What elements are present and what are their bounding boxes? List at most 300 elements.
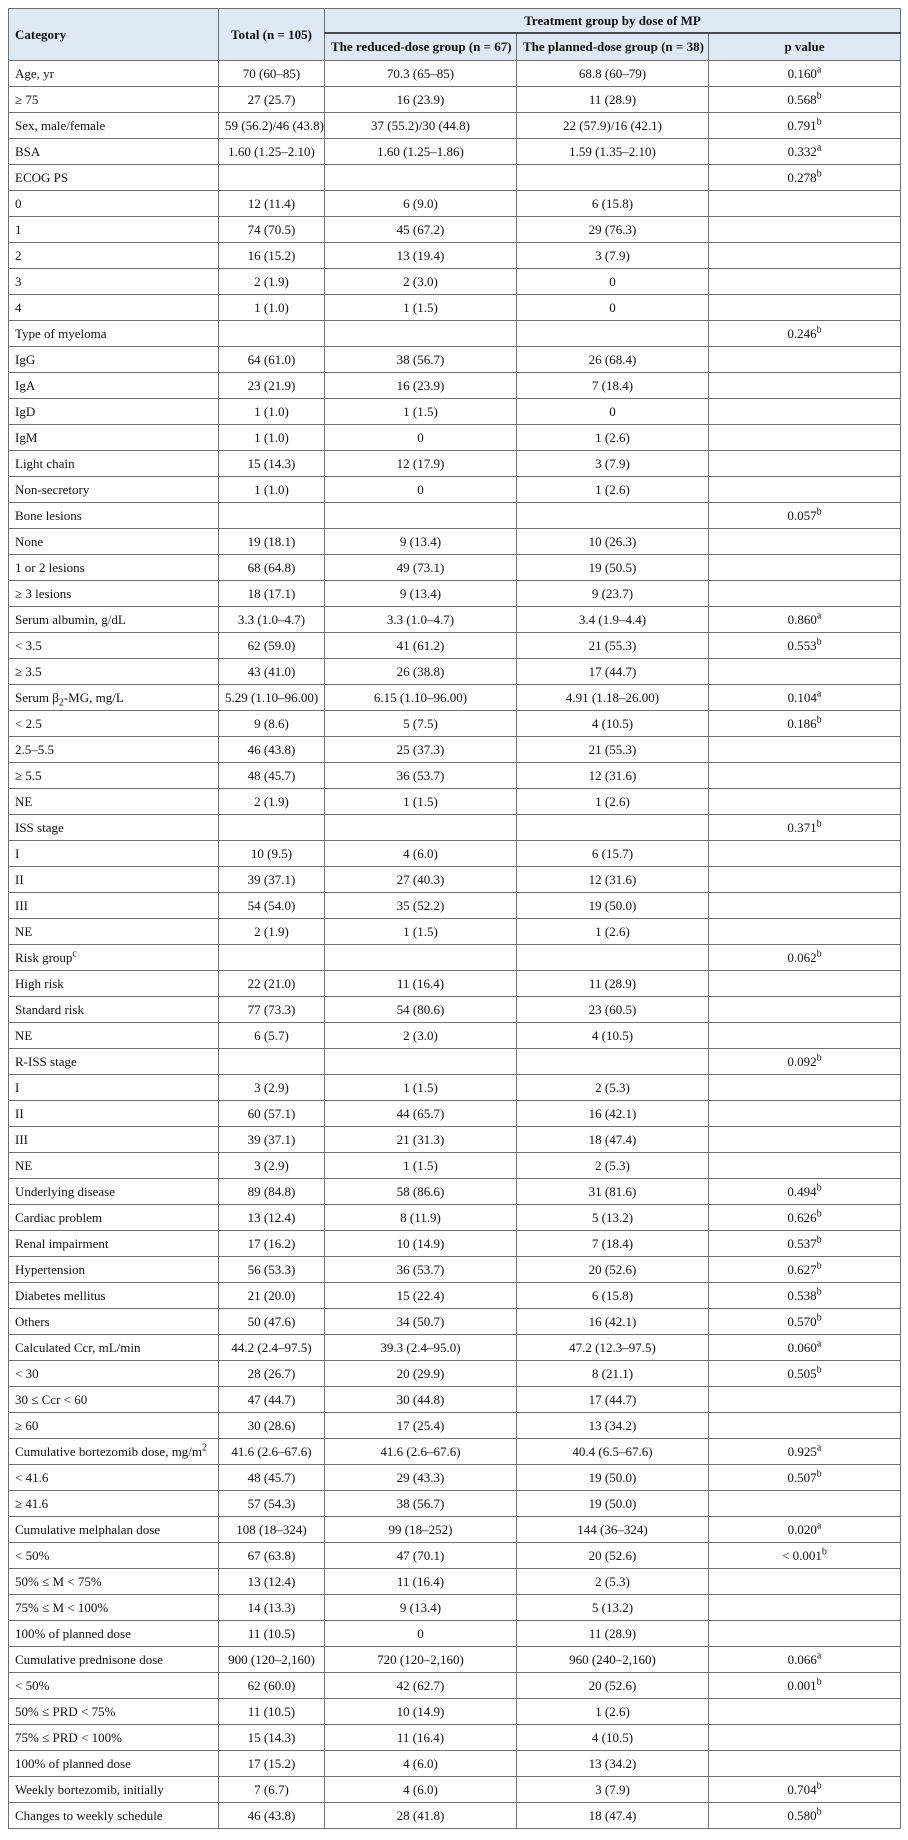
planned-dose-cell: 12 (31.6): [517, 763, 709, 789]
table-row: [9, 867, 901, 893]
p-value-cell: [709, 1283, 901, 1309]
total-cell: 39 (37.1): [219, 1127, 325, 1153]
reduced-dose-cell: 16 (23.9): [325, 373, 517, 399]
category-cell: [9, 1335, 219, 1361]
p-value: 0.332: [787, 143, 817, 159]
p-value-cell: [709, 61, 901, 87]
table-row: [9, 113, 901, 139]
category-cell: [9, 1023, 219, 1049]
p-value-cell: [709, 451, 901, 477]
category-cell: [9, 1491, 219, 1517]
planned-dose-cell: 4 (10.5): [517, 711, 709, 737]
category-cell: [9, 503, 219, 529]
category-cell: [9, 1803, 219, 1829]
reduced-dose-cell: 8 (11.9): [325, 1205, 517, 1231]
reduced-dose-cell: 41 (61.2): [325, 633, 517, 659]
category-cell: [9, 607, 219, 633]
baseline-characteristics-table: [8, 8, 901, 1829]
category-label: NE: [15, 1157, 33, 1173]
total-cell: 1 (1.0): [219, 295, 325, 321]
table-row: [9, 1153, 901, 1179]
planned-dose-cell: 22 (57.9)/16 (42.1): [517, 113, 709, 139]
table-row: [9, 373, 901, 399]
planned-dose-cell: 20 (52.6): [517, 1543, 709, 1569]
category-cell: [9, 1699, 219, 1725]
planned-dose-cell: 20 (52.6): [517, 1673, 709, 1699]
total-cell: 27 (25.7): [219, 87, 325, 113]
p-value-cell: [709, 1439, 901, 1465]
category-label: 50% ≤ PRD < 75%: [15, 1703, 116, 1719]
reduced-dose-cell: 58 (86.6): [325, 1179, 517, 1205]
category-cell: [9, 451, 219, 477]
p-value-cell: [709, 633, 901, 659]
p-value-cell: [709, 1361, 901, 1387]
category-cell: [9, 191, 219, 217]
p-value: 0.066: [787, 1651, 817, 1667]
p-value-footnote-mark: a: [816, 1442, 822, 1454]
reduced-dose-cell: [325, 945, 517, 971]
reduced-dose-cell: 36 (53.7): [325, 1257, 517, 1283]
reduced-dose-cell: 2 (3.0): [325, 1023, 517, 1049]
category-cell: [9, 581, 219, 607]
category-label: BSA: [15, 143, 41, 159]
p-value: 0.537: [787, 1235, 817, 1251]
table-row: [9, 295, 901, 321]
p-value-cell: [709, 243, 901, 269]
total-cell: 2 (1.9): [219, 919, 325, 945]
table-row: [9, 321, 901, 347]
reduced-dose-cell: 1.60 (1.25–1.86): [325, 139, 517, 165]
category-label: 0: [15, 195, 22, 211]
category-cell: [9, 919, 219, 945]
planned-dose-cell: 21 (55.3): [517, 737, 709, 763]
planned-dose-cell: [517, 1049, 709, 1075]
p-value: 0.925: [787, 1443, 817, 1459]
category-label: 2: [15, 247, 22, 263]
reduced-dose-cell: 17 (25.4): [325, 1413, 517, 1439]
category-label: Hypertension: [15, 1261, 86, 1277]
treatment-group-header: Treatment group by dose of MP: [325, 9, 901, 34]
p-value-cell: [709, 139, 901, 165]
planned-dose-cell: 11 (28.9): [517, 1621, 709, 1647]
reduced-dose-cell: 9 (13.4): [325, 529, 517, 555]
total-cell: 13 (12.4): [219, 1569, 325, 1595]
table-row: [9, 1361, 901, 1387]
table-row: [9, 217, 901, 243]
category-label: Others: [15, 1313, 50, 1329]
p-value-cell: [709, 1179, 901, 1205]
reduced-dose-cell: 1 (1.5): [325, 295, 517, 321]
p-value-cell: [709, 217, 901, 243]
p-value-cell: [709, 893, 901, 919]
p-value-cell: [709, 165, 901, 191]
total-cell: 3 (2.9): [219, 1153, 325, 1179]
p-value-cell: [709, 321, 901, 347]
p-value-cell: [709, 1465, 901, 1491]
planned-dose-cell: 6 (15.7): [517, 841, 709, 867]
reduced-dose-cell: 4 (6.0): [325, 1777, 517, 1803]
planned-dose-cell: 0: [517, 269, 709, 295]
category-cell: [9, 321, 219, 347]
p-value-footnote-mark: b: [816, 1468, 822, 1480]
category-cell: [9, 685, 219, 711]
category-cell: [9, 113, 219, 139]
table-row: [9, 685, 901, 711]
p-value: 0.538: [787, 1287, 817, 1303]
p-value-footnote-mark: b: [816, 1780, 822, 1792]
planned-dose-cell: 3 (7.9): [517, 1777, 709, 1803]
reduced-dose-cell: [325, 1049, 517, 1075]
p-value-cell: [709, 347, 901, 373]
reduced-dose-cell: 35 (52.2): [325, 893, 517, 919]
category-label: 1 or 2 lesions: [15, 559, 85, 575]
total-cell: 10 (9.5): [219, 841, 325, 867]
planned-dose-cell: 3 (7.9): [517, 451, 709, 477]
total-cell: 62 (60.0): [219, 1673, 325, 1699]
category-label: NE: [15, 923, 33, 939]
p-value-cell: [709, 1075, 901, 1101]
planned-dose-header: The planned-dose group (n = 38): [517, 33, 709, 60]
category-cell: [9, 373, 219, 399]
table-row: [9, 1387, 901, 1413]
p-value-footnote-mark: b: [816, 1182, 822, 1194]
reduced-dose-cell: 13 (19.4): [325, 243, 517, 269]
category-label: Renal impairment: [15, 1235, 109, 1251]
planned-dose-cell: 13 (34.2): [517, 1751, 709, 1777]
p-value-footnote-mark: b: [816, 168, 822, 180]
p-value-cell: [709, 867, 901, 893]
p-value-cell: [709, 113, 901, 139]
planned-dose-cell: 1.59 (1.35–2.10): [517, 139, 709, 165]
p-value-footnote-mark: b: [816, 1312, 822, 1324]
reduced-dose-cell: 28 (41.8): [325, 1803, 517, 1829]
p-value: 0.626: [787, 1209, 817, 1225]
category-label: Weekly bortezomib, initially: [15, 1781, 164, 1797]
table-row: [9, 1283, 901, 1309]
total-cell: 2 (1.9): [219, 269, 325, 295]
planned-dose-cell: 40.4 (6.5–67.6): [517, 1439, 709, 1465]
total-cell: 14 (13.3): [219, 1595, 325, 1621]
category-cell: [9, 477, 219, 503]
planned-dose-cell: 31 (81.6): [517, 1179, 709, 1205]
category-cell: [9, 1595, 219, 1621]
category-label: Changes to weekly schedule: [15, 1807, 163, 1823]
category-superscript: c: [72, 948, 77, 960]
category-label: 100% of planned dose: [15, 1755, 131, 1771]
p-value: 0.568: [787, 91, 817, 107]
planned-dose-cell: 2 (5.3): [517, 1075, 709, 1101]
reduced-dose-cell: 10 (14.9): [325, 1699, 517, 1725]
p-value-footnote-mark: b: [816, 1676, 822, 1688]
category-cell: [9, 1465, 219, 1491]
p-value-footnote-mark: b: [816, 1208, 822, 1220]
table-row: [9, 1517, 901, 1543]
reduced-dose-cell: 0: [325, 425, 517, 451]
total-cell: 5.29 (1.10–96.00): [219, 685, 325, 711]
p-value-cell: [709, 711, 901, 737]
category-label: ≥ 41.6: [15, 1495, 49, 1511]
planned-dose-cell: 17 (44.7): [517, 659, 709, 685]
reduced-dose-cell: 2 (3.0): [325, 269, 517, 295]
planned-dose-cell: 21 (55.3): [517, 633, 709, 659]
planned-dose-cell: 9 (23.7): [517, 581, 709, 607]
category-label: High risk: [15, 975, 64, 991]
category-cell: [9, 1257, 219, 1283]
p-value-footnote-mark: a: [816, 1338, 822, 1350]
category-cell: [9, 1101, 219, 1127]
category-cell: [9, 217, 219, 243]
category-cell: [9, 529, 219, 555]
category-label: ≥ 3 lesions: [15, 585, 72, 601]
p-value-cell: [709, 87, 901, 113]
planned-dose-cell: 23 (60.5): [517, 997, 709, 1023]
category-label: Cumulative prednisone dose: [15, 1651, 164, 1667]
planned-dose-cell: 18 (47.4): [517, 1127, 709, 1153]
category-cell: [9, 815, 219, 841]
table-row: [9, 347, 901, 373]
category-label: IgA: [15, 377, 36, 393]
p-value-cell: [709, 1725, 901, 1751]
table-row: [9, 581, 901, 607]
category-cell: [9, 893, 219, 919]
planned-dose-cell: 11 (28.9): [517, 87, 709, 113]
category-label: Age, yr: [15, 65, 54, 81]
category-cell: [9, 165, 219, 191]
reduced-dose-cell: 47 (70.1): [325, 1543, 517, 1569]
p-value: 0.791: [787, 117, 817, 133]
p-value-header: p value: [709, 33, 901, 60]
category-cell: [9, 1673, 219, 1699]
p-value-footnote-mark: b: [816, 948, 822, 960]
p-value: 0.507: [787, 1469, 817, 1485]
table-row: [9, 87, 901, 113]
reduced-dose-cell: 1 (1.5): [325, 399, 517, 425]
table-container: [8, 8, 900, 1829]
total-cell: 50 (47.6): [219, 1309, 325, 1335]
p-value-cell: [709, 1699, 901, 1725]
planned-dose-cell: 144 (36–324): [517, 1517, 709, 1543]
total-cell: 108 (18–324): [219, 1517, 325, 1543]
p-value-cell: [709, 1621, 901, 1647]
category-label: I: [15, 845, 20, 861]
p-value: 0.580: [787, 1807, 817, 1823]
category-label: Serum β: [15, 689, 59, 705]
table-row: [9, 477, 901, 503]
planned-dose-cell: 18 (47.4): [517, 1803, 709, 1829]
category-label: Light chain: [15, 455, 75, 471]
reduced-dose-cell: 20 (29.9): [325, 1361, 517, 1387]
table-row: [9, 425, 901, 451]
table-row: [9, 919, 901, 945]
total-cell: [219, 165, 325, 191]
planned-dose-cell: 2 (5.3): [517, 1153, 709, 1179]
total-cell: 67 (63.8): [219, 1543, 325, 1569]
category-label: Sex, male/female: [15, 117, 106, 133]
table-row: [9, 1595, 901, 1621]
reduced-dose-cell: 44 (65.7): [325, 1101, 517, 1127]
table-row: [9, 451, 901, 477]
total-cell: 15 (14.3): [219, 1725, 325, 1751]
p-value: 0.494: [787, 1183, 817, 1199]
total-cell: 1.60 (1.25–2.10): [219, 139, 325, 165]
category-cell: [9, 1777, 219, 1803]
category-label: Bone lesions: [15, 507, 82, 523]
p-value-cell: [709, 1127, 901, 1153]
category-cell: [9, 399, 219, 425]
table-row: [9, 1335, 901, 1361]
reduced-dose-cell: 1 (1.5): [325, 919, 517, 945]
p-value-cell: [709, 399, 901, 425]
table-row: [9, 789, 901, 815]
table-row: [9, 139, 901, 165]
category-label: Type of myeloma: [15, 325, 107, 341]
p-value-footnote-mark: b: [816, 818, 822, 830]
category-label: III: [15, 1131, 28, 1147]
total-cell: 46 (43.8): [219, 737, 325, 763]
total-cell: 54 (54.0): [219, 893, 325, 919]
total-cell: 2 (1.9): [219, 789, 325, 815]
planned-dose-cell: 19 (50.0): [517, 893, 709, 919]
category-label: IgD: [15, 403, 36, 419]
category-label: ISS stage: [15, 819, 64, 835]
total-cell: 17 (16.2): [219, 1231, 325, 1257]
p-value-cell: [709, 945, 901, 971]
total-cell: [219, 503, 325, 529]
category-cell: [9, 1569, 219, 1595]
category-label: < 41.6: [15, 1469, 49, 1485]
table-row: [9, 1777, 901, 1803]
category-label-tail: -MG, mg/L: [63, 689, 124, 705]
p-value-footnote-mark: b: [816, 506, 822, 518]
p-value-cell: [709, 295, 901, 321]
category-label: Serum albumin, g/dL: [15, 611, 126, 627]
planned-dose-cell: [517, 503, 709, 529]
p-value: 0.057: [787, 507, 817, 523]
table-row: [9, 1101, 901, 1127]
table-row: [9, 737, 901, 763]
reduced-dose-header: The reduced-dose group (n = 67): [325, 33, 517, 60]
total-cell: 57 (54.3): [219, 1491, 325, 1517]
reduced-dose-cell: 39.3 (2.4–95.0): [325, 1335, 517, 1361]
table-row: [9, 997, 901, 1023]
p-value-cell: [709, 191, 901, 217]
total-cell: 9 (8.6): [219, 711, 325, 737]
reduced-dose-cell: 29 (43.3): [325, 1465, 517, 1491]
reduced-dose-cell: 37 (55.2)/30 (44.8): [325, 113, 517, 139]
p-value-cell: [709, 1023, 901, 1049]
table-row: [9, 191, 901, 217]
table-row: [9, 711, 901, 737]
table-row: [9, 1491, 901, 1517]
reduced-dose-cell: 0: [325, 477, 517, 503]
category-label: ≥ 3.5: [15, 663, 42, 679]
p-value-cell: [709, 841, 901, 867]
reduced-dose-cell: 21 (31.3): [325, 1127, 517, 1153]
planned-dose-cell: 68.8 (60–79): [517, 61, 709, 87]
category-cell: [9, 1361, 219, 1387]
table-row: [9, 1075, 901, 1101]
planned-dose-cell: 19 (50.0): [517, 1491, 709, 1517]
reduced-dose-cell: 25 (37.3): [325, 737, 517, 763]
reduced-dose-cell: 1 (1.5): [325, 789, 517, 815]
p-value-cell: [709, 763, 901, 789]
table-row: [9, 1049, 901, 1075]
category-cell: [9, 1543, 219, 1569]
p-value-cell: [709, 659, 901, 685]
p-value-footnote-mark: a: [816, 1650, 822, 1662]
total-cell: 74 (70.5): [219, 217, 325, 243]
reduced-dose-cell: 16 (23.9): [325, 87, 517, 113]
category-label: IgG: [15, 351, 36, 367]
planned-dose-cell: 6 (15.8): [517, 1283, 709, 1309]
p-value-footnote-mark: b: [816, 324, 822, 336]
p-value-cell: [709, 1543, 901, 1569]
total-cell: 70 (60–85): [219, 61, 325, 87]
reduced-dose-cell: 45 (67.2): [325, 217, 517, 243]
total-cell: 1 (1.0): [219, 477, 325, 503]
table-row: [9, 1569, 901, 1595]
category-label: 2.5–5.5: [15, 741, 54, 757]
table-row: [9, 165, 901, 191]
p-value: 0.371: [787, 819, 817, 835]
total-cell: 6 (5.7): [219, 1023, 325, 1049]
p-value-footnote-mark: b: [816, 1052, 822, 1064]
total-cell: 77 (73.3): [219, 997, 325, 1023]
total-header: Total (n = 105): [219, 9, 325, 61]
planned-dose-cell: 4 (10.5): [517, 1023, 709, 1049]
table-row: [9, 1023, 901, 1049]
planned-dose-cell: 7 (18.4): [517, 1231, 709, 1257]
p-value-footnote-mark: b: [816, 1260, 822, 1272]
category-label: ≥ 75: [15, 91, 39, 107]
p-value-footnote-mark: b: [816, 116, 822, 128]
table-row: [9, 1803, 901, 1829]
p-value-cell: [709, 503, 901, 529]
category-cell: [9, 295, 219, 321]
table-row: [9, 269, 901, 295]
category-cell: [9, 945, 219, 971]
category-cell: [9, 1621, 219, 1647]
table-row: [9, 1725, 901, 1751]
p-value: 0.001: [787, 1677, 817, 1693]
table-row: [9, 1205, 901, 1231]
category-label: < 3.5: [15, 637, 42, 653]
category-cell: [9, 867, 219, 893]
total-cell: 47 (44.7): [219, 1387, 325, 1413]
category-cell: [9, 841, 219, 867]
table-row: [9, 399, 901, 425]
category-cell: [9, 997, 219, 1023]
reduced-dose-cell: 10 (14.9): [325, 1231, 517, 1257]
p-value-cell: [709, 1595, 901, 1621]
p-value-cell: [709, 815, 901, 841]
total-cell: 41.6 (2.6–67.6): [219, 1439, 325, 1465]
total-cell: 21 (20.0): [219, 1283, 325, 1309]
total-cell: 1 (1.0): [219, 399, 325, 425]
reduced-dose-cell: 6 (9.0): [325, 191, 517, 217]
table-row: [9, 607, 901, 633]
p-value: 0.092: [787, 1053, 817, 1069]
reduced-dose-cell: 27 (40.3): [325, 867, 517, 893]
planned-dose-cell: 1 (2.6): [517, 919, 709, 945]
planned-dose-cell: 10 (26.3): [517, 529, 709, 555]
reduced-dose-cell: 70.3 (65–85): [325, 61, 517, 87]
reduced-dose-cell: 9 (13.4): [325, 1595, 517, 1621]
category-label: Cardiac problem: [15, 1209, 102, 1225]
p-value: 0.278: [787, 169, 817, 185]
p-value-footnote-mark: b: [816, 90, 822, 102]
total-cell: 11 (10.5): [219, 1699, 325, 1725]
